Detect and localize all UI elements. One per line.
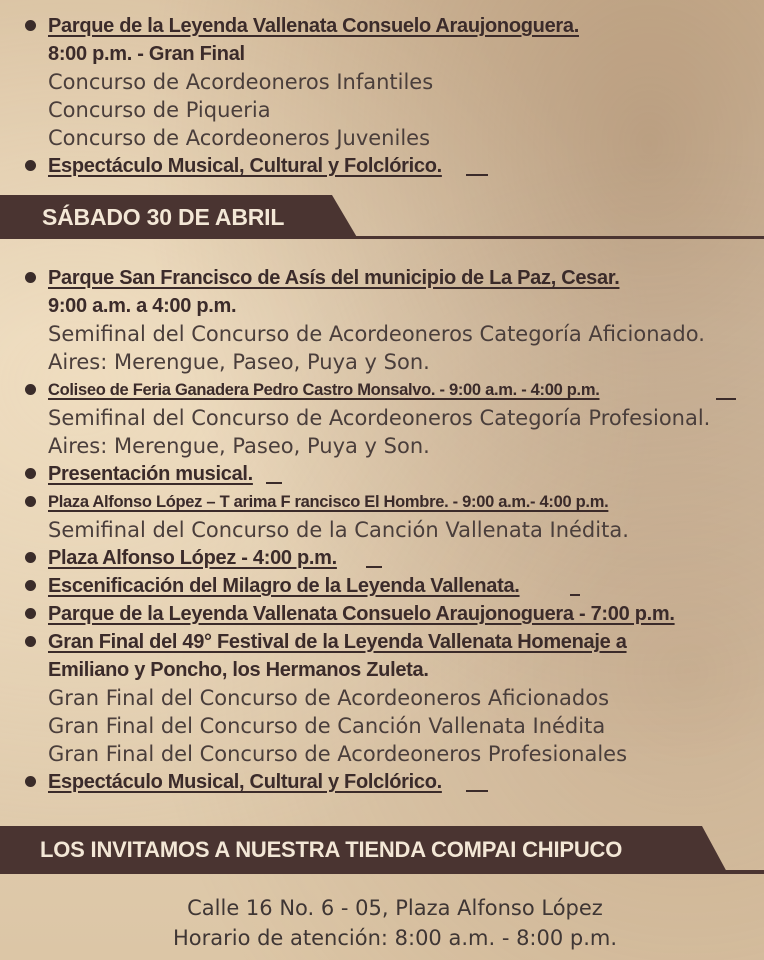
event-text: Semifinal del Concurso de la Canción Vallenata Inédita. bbox=[48, 518, 629, 542]
list-item bbox=[0, 96, 764, 124]
bullet-icon bbox=[25, 776, 36, 787]
list-item bbox=[0, 68, 764, 96]
event-text: Semifinal del Concurso de Acordeoneros Categoría Aficionado. bbox=[48, 322, 705, 346]
venue-heading: Escenificación del Milagro de la Leyenda Vallenata. bbox=[48, 575, 520, 597]
list-item bbox=[0, 460, 764, 488]
list-item bbox=[0, 768, 764, 796]
time-subheading: Emiliano y Poncho, los Hermanos Zuleta. bbox=[48, 659, 429, 681]
banner-underline bbox=[722, 870, 764, 874]
time-subheading: 9:00 a.m. a 4:00 p.m. bbox=[48, 295, 237, 317]
list-item bbox=[0, 516, 764, 544]
venue-heading: Espectáculo Musical, Cultural y Folclórico. bbox=[48, 155, 442, 177]
venue-heading: Espectáculo Musical, Cultural y Folclórico. bbox=[48, 771, 442, 793]
list-item bbox=[0, 656, 764, 684]
list-item bbox=[0, 124, 764, 152]
bullet-icon bbox=[25, 272, 36, 283]
venue-heading: Presentación musical. bbox=[48, 463, 253, 485]
list-item bbox=[0, 12, 764, 40]
event-text: Aires: Merengue, Paseo, Puya y Son. bbox=[48, 434, 430, 458]
schedule-top-list bbox=[0, 12, 764, 180]
bullet-icon bbox=[25, 580, 36, 591]
schedule-saturday-list bbox=[0, 264, 764, 796]
list-item bbox=[0, 712, 764, 740]
event-text: Concurso de Piqueria bbox=[48, 98, 271, 122]
list-item bbox=[0, 432, 764, 460]
list-item bbox=[0, 684, 764, 712]
event-text: Concurso de Acordeoneros Juveniles bbox=[48, 126, 431, 150]
store-banner-title: LOS INVITAMOS A NUESTRA TIENDA COMPAI CHIPUCO bbox=[40, 837, 623, 862]
list-item bbox=[0, 320, 764, 348]
underline-tail bbox=[366, 566, 382, 568]
list-item bbox=[0, 152, 764, 180]
list-item bbox=[0, 544, 764, 572]
list-item bbox=[0, 404, 764, 432]
time-subheading: 8:00 p.m. - Gran Final bbox=[48, 43, 245, 65]
bullet-icon bbox=[25, 20, 36, 31]
list-item bbox=[0, 628, 764, 656]
list-item bbox=[0, 488, 764, 516]
event-text: Gran Final del Concurso de Canción Vallenata Inédita bbox=[48, 714, 606, 738]
underline-tail bbox=[716, 398, 736, 400]
bullet-icon bbox=[25, 160, 36, 171]
list-item bbox=[0, 740, 764, 768]
list-item bbox=[0, 348, 764, 376]
event-text: Gran Final del Concurso de Acordeoneros Profesionales bbox=[48, 742, 628, 766]
underline-tail bbox=[266, 482, 282, 484]
venue-heading: Plaza Alfonso López - 4:00 p.m. bbox=[48, 547, 337, 569]
banner-underline bbox=[350, 236, 764, 239]
bullet-icon bbox=[25, 608, 36, 619]
list-item bbox=[0, 376, 764, 404]
banner-arrow bbox=[326, 195, 360, 239]
list-item bbox=[0, 264, 764, 292]
bullet-icon bbox=[25, 468, 36, 479]
venue-heading: Coliseo de Feria Ganadera Pedro Castro Monsalvo. - 9:00 a.m. - 4:00 p.m. bbox=[48, 381, 600, 399]
store-address: Calle 16 No. 6 - 05, Plaza Alfonso López bbox=[187, 896, 603, 920]
list-item bbox=[0, 40, 764, 68]
bullet-icon bbox=[25, 636, 36, 647]
banner-arrow bbox=[696, 826, 730, 874]
underline-tail bbox=[466, 174, 488, 176]
underline-tail bbox=[570, 594, 580, 596]
list-item bbox=[0, 292, 764, 320]
event-text: Semifinal del Concurso de Acordeoneros Categoría Profesional. bbox=[48, 406, 711, 430]
venue-heading: Parque San Francisco de Asís del municipio de La Paz, Cesar. bbox=[48, 267, 620, 289]
venue-heading: Plaza Alfonso López – T arima F rancisco El Hombre. - 9:00 a.m.- 4:00 p.m. bbox=[48, 493, 609, 511]
venue-heading: Parque de la Leyenda Vallenata Consuelo Araujonoguera - 7:00 p.m. bbox=[48, 603, 675, 625]
underline-tail bbox=[466, 790, 488, 792]
venue-heading: Parque de la Leyenda Vallenata Consuelo Araujonoguera. bbox=[48, 15, 579, 37]
bullet-icon bbox=[25, 384, 36, 395]
event-text: Gran Final del Concurso de Acordeoneros Aficionados bbox=[48, 686, 610, 710]
event-text: Concurso de Acordeoneros Infantiles bbox=[48, 70, 434, 94]
bullet-icon bbox=[25, 496, 36, 507]
banner-title: SÁBADO 30 DE ABRIL bbox=[42, 204, 285, 230]
store-hours: Horario de atención: 8:00 a.m. - 8:00 p.m. bbox=[172, 926, 618, 950]
list-item bbox=[0, 572, 764, 600]
list-item bbox=[0, 600, 764, 628]
bullet-icon bbox=[25, 552, 36, 563]
event-text: Aires: Merengue, Paseo, Puya y Son. bbox=[48, 350, 430, 374]
venue-heading: Gran Final del 49° Festival de la Leyenda Vallenata Homenaje a bbox=[48, 631, 627, 653]
